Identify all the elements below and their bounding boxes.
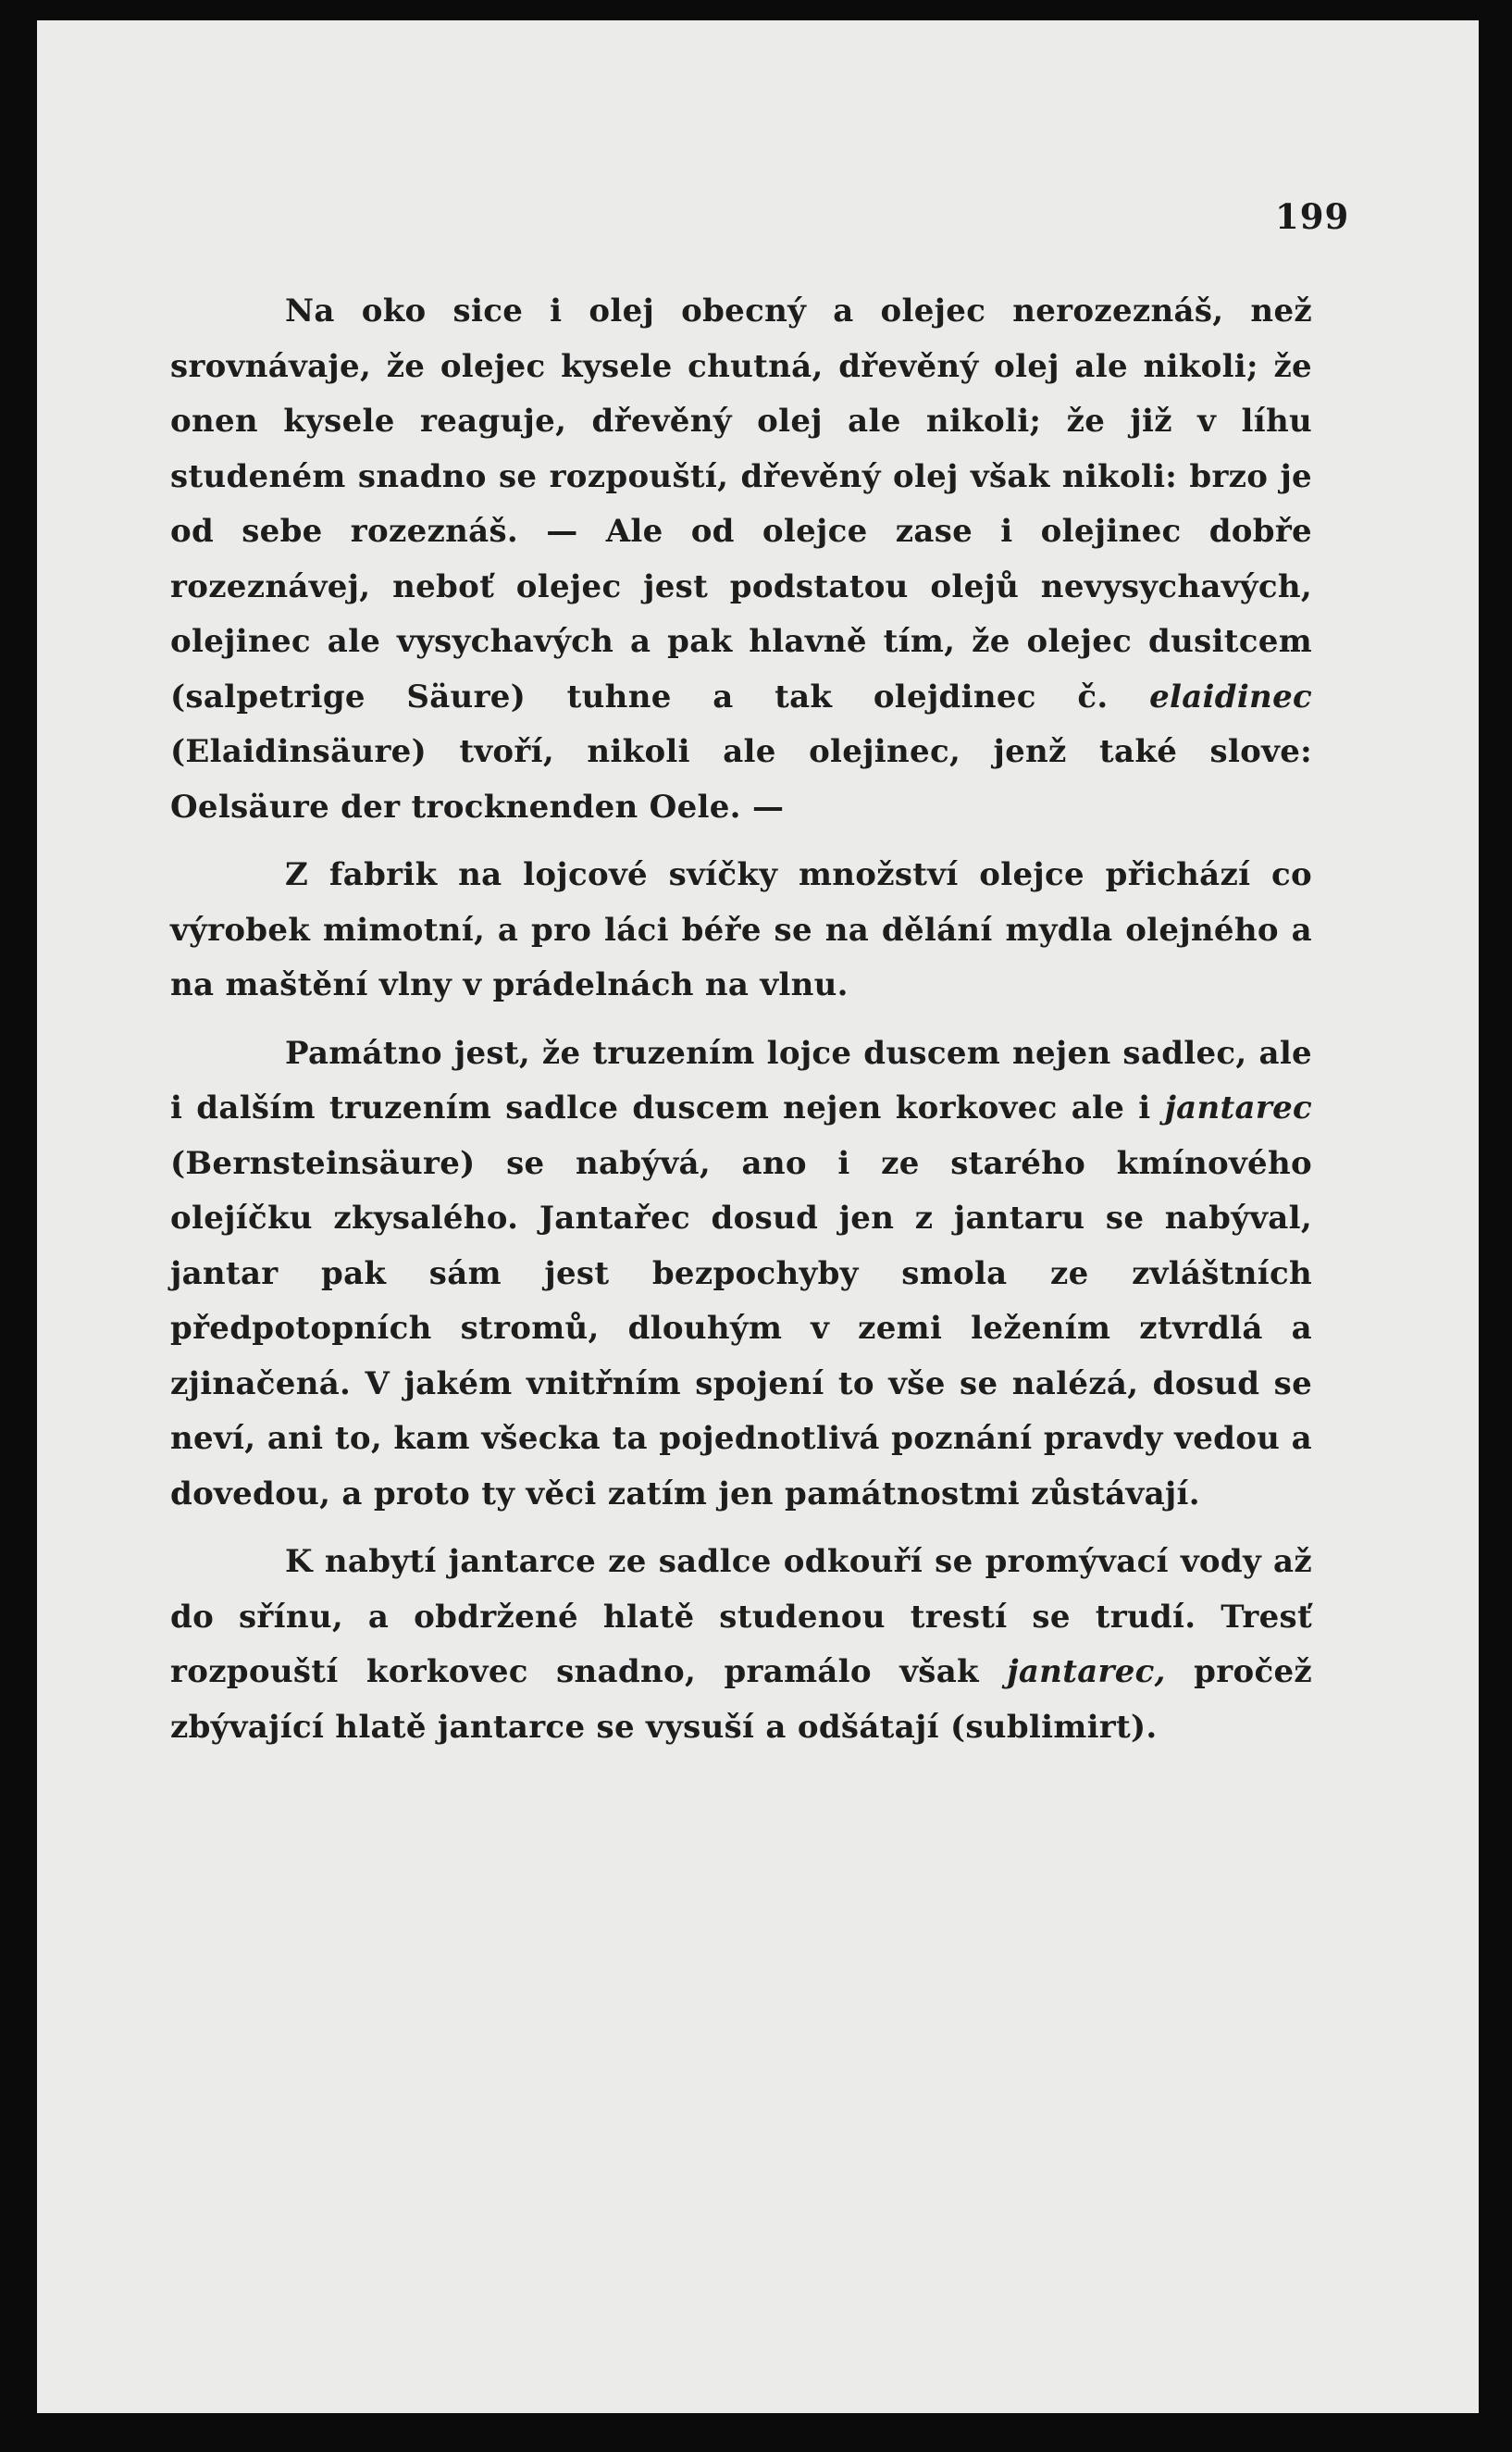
italic-term: jantarec (1164, 1089, 1312, 1126)
book-page (37, 20, 1479, 2413)
text-run: K nabytí jantarce ze sadlce odkouří se promývací vody až do sřínu, a obdržené hlatě studenou trestí se trudí. Tresť rozpouští korkovec snadno, pramálo však (170, 1543, 1312, 1690)
text-run: pročež zbývající hlatě jantarce se vysuší a odšátají (sublimirt). (170, 1653, 1312, 1746)
text-run: (Bernsteinsäure) se nabývá, ano i ze starého kmínového olejíčku zkysalého. Jantařec dosud jen z jantaru se nabýval, jantar pak sám jest bezpochyby smola ze zvláštních předpotopních stromů, dlouhým v zemi ležením ztvrdlá a zjinačená. V jakém vnitřním spojení to vše se nalézá, dosud se neví, ani to, kam všecka ta pojednotlivá poznání pravdy vedou a dovedou, a proto ty věci zatím jen památnostmi zůstávají. (170, 1144, 1312, 1512)
page-number: 199 (1275, 196, 1350, 237)
text-run: Památno jest, že truzením lojce duscem nejen sadlec, ale i dalším truzením sadlce duscem nejen korkovec ale i (170, 1034, 1312, 1126)
italic-term: jantarec, (1007, 1653, 1166, 1690)
body-text (170, 284, 1312, 1755)
paragraph (170, 1027, 1312, 1523)
text-run: Z fabrik na lojcové svíčky množství olejce přichází co výrobek mimotní, a pro láci béře se na dělání mydla olejného a na maštění vlny v prádelnách na vlnu. (170, 856, 1312, 1003)
paragraph (170, 284, 1312, 835)
text-run: Na oko sice i olej obecný a olejec nerozeznáš, než srovnávaje, že olejec kysele chutná, dřevěný olej ale nikoli; že onen kysele reaguje, dřevěný olej ale nikoli; že již v líhu studeném snadno se rozpouští, dřevěný olej však nikoli: brzo je od sebe rozeznáš. — Ale od olejce zase i olejinec dobře rozeznávej, neboť olejec jest podstatou olejů nevysychavých, olejinec ale vysychavých a pak hlavně tím, že olejec dusitcem (salpetrige Säure) tuhne a tak olejdinec č. (170, 292, 1312, 716)
text-run: (Elaidinsäure) tvoří, nikoli ale olejinec, jenž také slove: Oelsäure der trocknenden Oele. — (170, 733, 1312, 826)
italic-term: elaidinec (1149, 678, 1312, 716)
paragraph (170, 1535, 1312, 1755)
paragraph (170, 848, 1312, 1014)
